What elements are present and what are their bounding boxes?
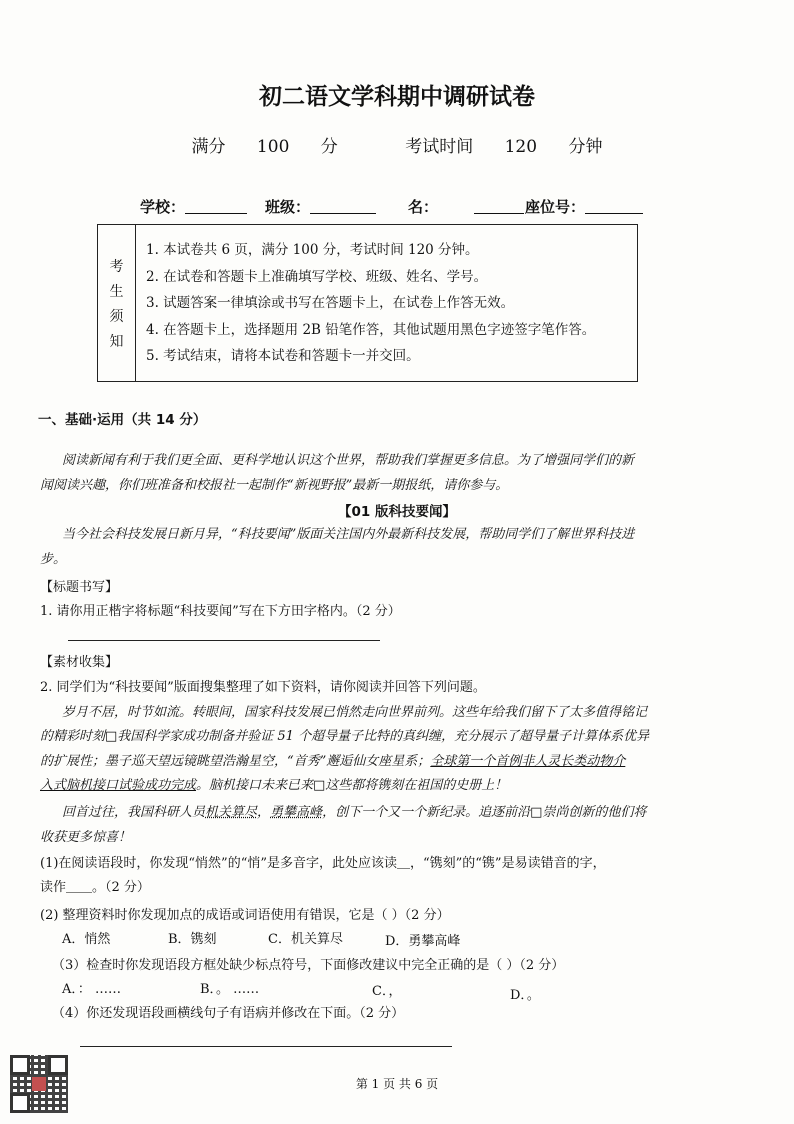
notice-item: 4. 在答题卡上，选择题用 2B 铅笔作答，其他试题用黑色字迹签字笔作答。 — [146, 321, 596, 338]
material-line-2: 的精彩时刻□我国科学家成功制备并验证 51 个超导量子比特的真纠缠，充分展示了超导量子计算体系优异 — [40, 729, 650, 744]
exam-time: 考试时间 120 分钟 — [405, 137, 603, 157]
answer-line-q4[interactable] — [80, 1046, 452, 1047]
page-number: 第 1 页 共 6 页 — [355, 1077, 439, 1091]
option-b[interactable]: B．镌刻 — [168, 932, 217, 947]
notice-item: 3. 试题答案一律填涂或书写在答题卡上，在试卷上作答无效。 — [146, 295, 515, 311]
material-line-5: 回首过往，我国科研人员机关算尽，勇攀高峰，创下一个又一个新纪录。追逐前沿□崇尚创新的他们将 — [62, 805, 647, 820]
option-c[interactable]: C．机关算尽 — [268, 932, 343, 947]
page-title: 初二语文学科期中调研试卷 — [259, 84, 535, 110]
underlined-sentence: 全球第一个首例非人灵长类动物介 — [430, 754, 626, 769]
full-score: 满分 100 分 — [191, 137, 338, 157]
option-d[interactable]: D．。 — [510, 988, 540, 1003]
intro-line-1: 阅读新闻有利于我们更全面、更科学地认识这个世界，帮助我们掌握更多信息。为了增强同学们的新 — [62, 453, 635, 468]
class-field[interactable]: 班级： — [265, 196, 376, 217]
edition-intro-line-2: 步。 — [40, 552, 67, 567]
material-line-4: 入式脑机接口试验成功完成。脑机接口未来已来□这些都将镌刻在祖国的史册上！ — [40, 778, 508, 793]
dotted-word: 机关算尽 — [205, 805, 258, 820]
option-a[interactable]: A．： …… — [62, 982, 122, 997]
notice-side-label: 考 生 须 知 — [98, 225, 136, 381]
answer-line-q1[interactable] — [68, 640, 380, 641]
section-heading: 一、基础·运用（共 14 分） — [38, 412, 207, 428]
edition-heading: 【01 版科技要闻】 — [338, 504, 456, 520]
seat-number-field[interactable]: 座位号： — [525, 196, 643, 217]
name-field[interactable]: 名： — [408, 196, 524, 217]
exam-notice-box — [97, 224, 638, 382]
sub-question-1-line-1: (1)在阅读语段时，你发现“悄然”的“悄”是多音字，此处应该读＿，“镌刻”的“镌”是易读错音的字， — [40, 856, 606, 871]
material-line-3: 的扩展性；墨子巡天望远镜眺望浩瀚星空，“首秀”邂逅仙女座星系；全球第一个首例非人灵长类动物介 — [40, 754, 626, 769]
student-info-row — [140, 196, 660, 218]
sub-question-2: (2) 整理资料时你发现加点的成语或词语使用有错误，它是（ ）（2 分） — [40, 908, 450, 923]
edition-intro-line-1: 当今社会科技发展日新月异，“科技要闻”版面关注国内外最新科技发展，帮助同学们了解世界科技进 — [62, 527, 635, 542]
intro-line-2: 闻阅读兴趣，你们班准备和校报社一起制作“新视野报”最新一期报纸，请你参与。 — [40, 478, 509, 493]
notice-item: 5. 考试结束，请将本试卷和答题卡一并交回。 — [146, 348, 420, 364]
notice-item: 2. 在试卷和答题卡上准确填写学校、班级、姓名、学号。 — [146, 268, 488, 285]
sub-question-4: （4）你还发现语段画横线句子有语病并修改在下面。（2 分） — [52, 1006, 405, 1021]
question-2: 2. 同学们为“科技要闻”版面搜集整理了如下资料，请你阅读并回答下列问题。 — [40, 680, 486, 695]
tag-title-writing: 【标题书写】 — [40, 580, 119, 595]
question-1: 1. 请你用正楷字将标题“科技要闻”写在下方田字格内。（2 分） — [40, 604, 401, 619]
option-b[interactable]: B．。 …… — [200, 982, 260, 997]
tag-material-collection: 【素材收集】 — [40, 655, 119, 670]
sub-question-1-line-2: 读作＿＿。（2 分） — [40, 880, 150, 895]
material-line-6: 收获更多惊喜！ — [40, 830, 132, 845]
sub-question-3: （3）检查时你发现语段方框处缺少标点符号，下面修改建议中完全正确的是（ ）（2 分） — [52, 958, 565, 973]
underlined-sentence: 入式脑机接口试验成功完成 — [40, 778, 197, 793]
school-field[interactable]: 学校： — [140, 196, 247, 217]
option-a[interactable]: A．悄然 — [62, 932, 111, 947]
notice-list — [146, 237, 595, 370]
notice-item: 1. 本试卷共 6 页，满分 100 分，考试时间 120 分钟。 — [146, 242, 479, 258]
dotted-word: 勇攀高峰 — [270, 805, 323, 820]
exam-subtitle — [0, 132, 794, 157]
option-c[interactable]: C．， — [372, 984, 402, 999]
option-d[interactable]: D．勇攀高峰 — [385, 934, 461, 949]
material-line-1: 岁月不居，时节如流。转眼间，国家科技发展已悄然走向世界前列。这些年给我们留下了太多值得铭记 — [62, 705, 648, 720]
